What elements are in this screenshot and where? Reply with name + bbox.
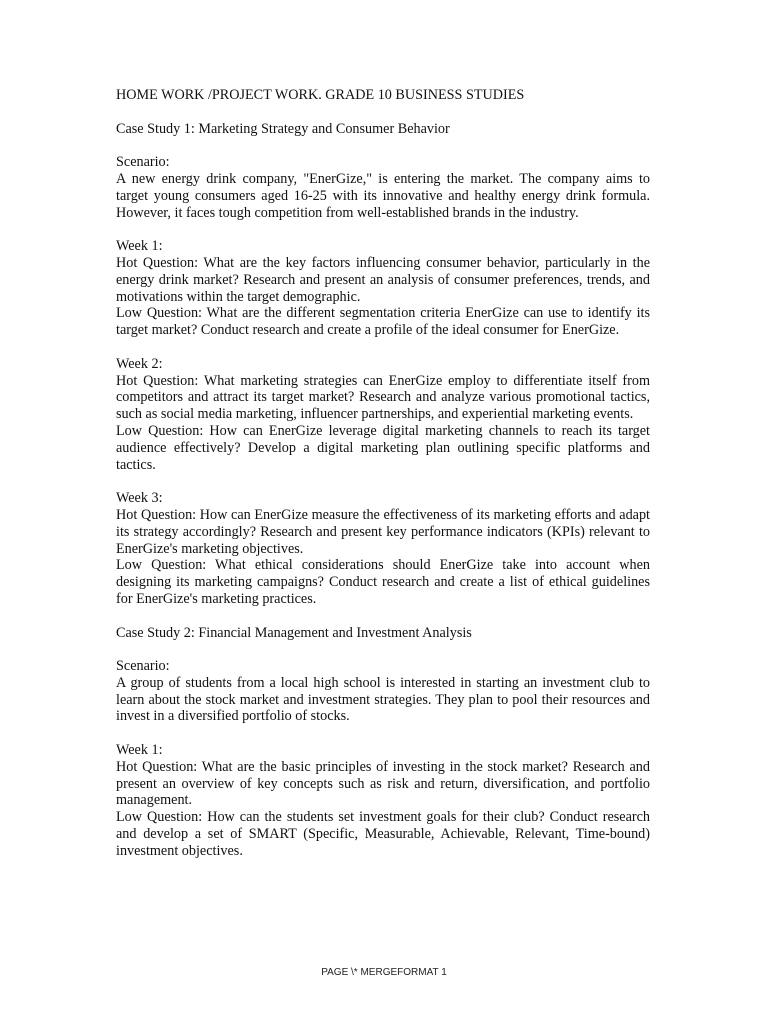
case-study-1-week-2-low-question: Low Question: How can EnerGize leverage digital marketing channels to reach its target audience effectively? Develop a digital marketing plan outlining specific platforms and tactics. [116,422,650,473]
case-study-1-title: Case Study 1: Marketing Strategy and Consumer Behavior [116,120,450,137]
document-title: HOME WORK /PROJECT WORK. GRADE 10 BUSINESS STUDIES [116,87,525,103]
case-study-2-scenario-text: A group of students from a local high school is interested in starting an investment club to learn about the stock market and investment strategies. They plan to pool their resources and invest in a diversified portfolio of stocks. [116,674,650,725]
case-study-1-week-3-low-question: Low Question: What ethical considerations should EnerGize take into account when designing its marketing campaigns? Conduct research and create a list of ethical guidelines for EnerGize's marketing practices. [116,557,650,607]
case-study-1-week-2-hot-question: Hot Question: What marketing strategies can EnerGize employ to differentiate itself from competitors and attract its target market? Research and analyze various promotional tactics, such as social media marketing, influencer partnerships, and experiential marketing events. [116,372,650,423]
case-study-1-week-3-label: Week 3: [116,490,163,507]
case-study-1-scenario-label: Scenario: [116,154,170,171]
document-page [116,87,650,860]
case-study-2-week-1-hot-question: Hot Question: What are the basic principles of investing in the stock market? Research and present an overview of key concepts such as risk and return, diversification, and portfolio management. [116,758,650,809]
case-study-1-week-1-label: Week 1: [116,238,163,255]
page-footer: PAGE \* MERGEFORMAT 1 [321,967,447,978]
case-study-2-week-1-label: Week 1: [116,742,163,759]
case-study-1-week-2-label: Week 2: [116,355,163,372]
case-study-2-title: Case Study 2: Financial Management and Investment Analysis [116,624,472,641]
case-study-1-week-1-hot-question: Hot Question: What are the key factors influencing consumer behavior, particularly in the energy drink market? Research and present an analysis of consumer preferences, trends, and motivations within the target demographic. [116,254,650,305]
case-study-2-scenario-label: Scenario: [116,658,170,675]
case-study-1-week-1-low-question: Low Question: What are the different segmentation criteria EnerGize can use to identify its target market? Conduct research and create a profile of the ideal consumer for EnerGize. [116,305,650,339]
case-study-1-week-3-hot-question: Hot Question: How can EnerGize measure the effectiveness of its marketing efforts and adapt its strategy accordingly? Research and present key performance indicators (KPIs) relevant to EnerGize's marketing objectives. [116,506,650,557]
case-study-1-scenario-text: A new energy drink company, "EnerGize," is entering the market. The company aims to target young consumers aged 16-25 with its innovative and healthy energy drink formula. However, it faces tough competition from well-established brands in the industry. [116,170,650,221]
case-study-2-week-1-low-question: Low Question: How can the students set investment goals for their club? Conduct research and develop a set of SMART (Specific, Measurable, Achievable, Relevant, Time-bound) investment objectives. [116,809,650,859]
